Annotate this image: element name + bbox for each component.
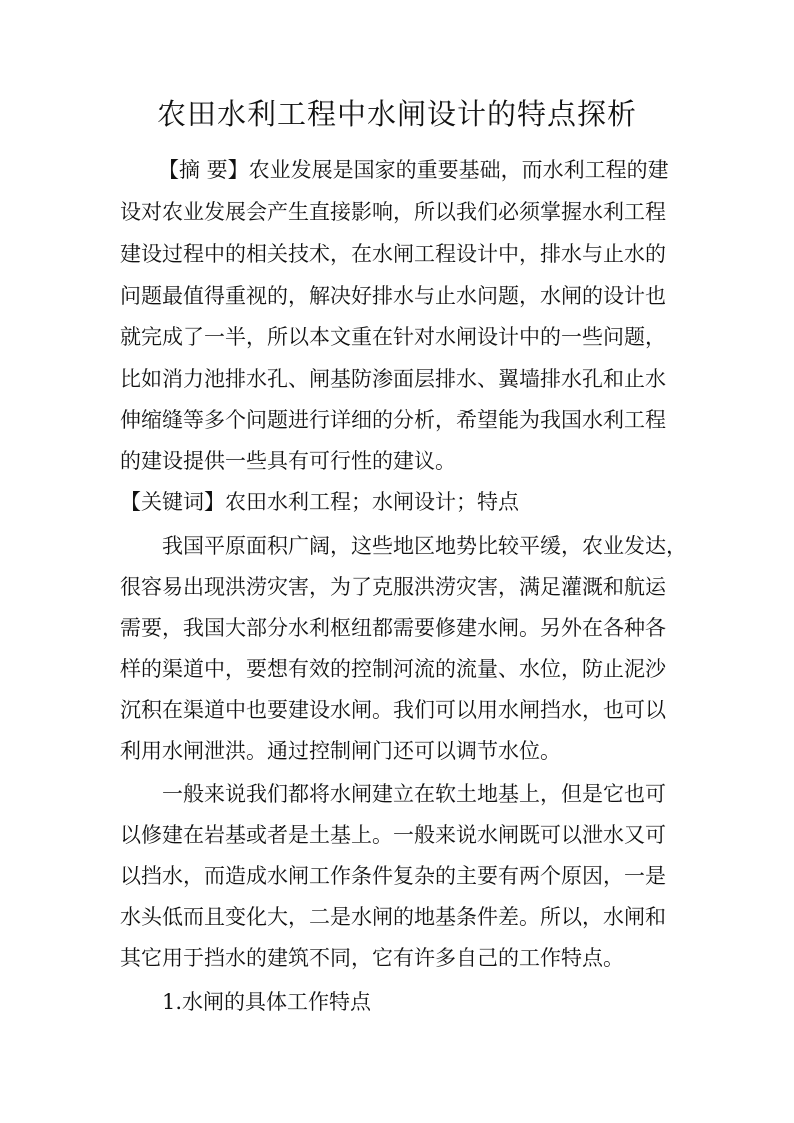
abstract-line: 比如消力池排水孔、闸基防渗面层排水、翼墙排水孔和止水 (120, 367, 666, 391)
paragraph-line: 样的渠道中，要想有效的控制河流的流量、水位，防止泥沙 (120, 657, 666, 681)
paragraph-line: 其它用于挡水的建筑不同，它有许多自己的工作特点。 (120, 946, 624, 970)
abstract-line: 建设过程中的相关技术，在水闸工程设计中，排水与止水的 (120, 242, 666, 266)
paragraph-line: 以修建在岩基或者是土基上。一般来说水闸既可以泄水又可 (120, 823, 666, 847)
abstract-line: 的建设提供一些具有可行性的建议。 (120, 449, 456, 473)
abstract-line: 伸缩缝等多个问题进行详细的分析，希望能为我国水利工程 (120, 408, 666, 432)
section-heading: 1.水闸的具体工作特点 (162, 990, 372, 1014)
abstract-line: 设对农业发展会产生直接影响，所以我们必须掌握水利工程 (120, 200, 666, 224)
paragraph-line: 一般来说我们都将水闸建立在软土地基上，但是它也可 (162, 782, 666, 806)
paragraph-line: 我国平原面积广阔，这些地区地势比较平缓，农业发达， (162, 534, 687, 558)
paragraph-line: 需要，我国大部分水利枢纽都需要修建水闸。另外在各种各 (120, 616, 666, 640)
abstract-line: 就完成了一半，所以本文重在针对水闸设计中的一些问题， (120, 325, 666, 349)
paragraph-line: 沉积在渠道中也要建设水闸。我们可以用水闸挡水，也可以 (120, 698, 666, 722)
paragraph-line: 利用水闸泄洪。通过控制闸门还可以调节水位。 (120, 739, 561, 763)
abstract-line: 【摘 要】农业发展是国家的重要基础，而水利工程的建 (158, 158, 669, 182)
document-title: 农田水利工程中水闸设计的特点探析 (156, 97, 637, 131)
paragraph-line: 很容易出现洪涝灾害，为了克服洪涝灾害，满足灌溉和航运 (120, 575, 666, 599)
paragraph-line: 水头低而且变化大，二是水闸的地基条件差。所以，水闸和 (120, 905, 666, 929)
abstract-line: 问题最值得重视的，解决好排水与止水问题，水闸的设计也 (120, 284, 666, 308)
paragraph-line: 以挡水，而造成水闸工作条件复杂的主要有两个原因，一是 (120, 864, 666, 888)
keywords-line: 【关键词】农田水利工程；水闸设计；特点 (120, 490, 519, 514)
